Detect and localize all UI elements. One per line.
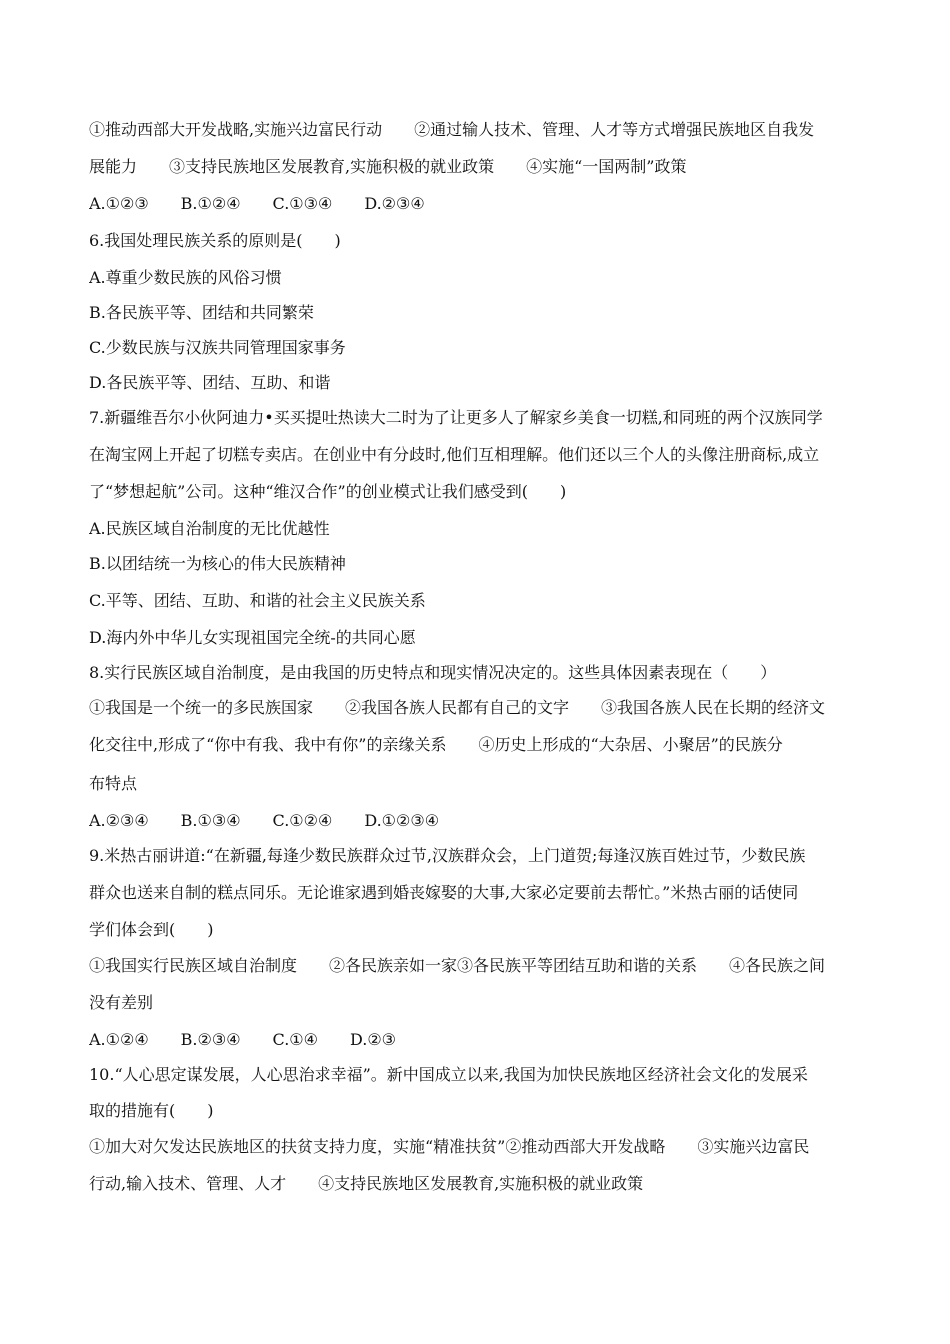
question-6-choice-a: A.尊重少数民族的风俗习惯 xyxy=(89,268,282,287)
question-8-options-line-1: ①我国是一个统一的多民族国家 ②我国各族人民都有自己的文字 ③我国各族人民在长期的经济文 xyxy=(89,698,826,717)
question-7-stem-line-1: 7.新疆维吾尔小伙阿迪力•买买提吐热读大二时为了让更多人了解家乡美食一切糕,和同班的两个汉族同学 xyxy=(89,408,823,427)
question-5-choices: A.①②③ B.①②④ C.①③④ D.②③④ xyxy=(89,194,425,213)
question-5-options-line-2: 展能力 ③支持民族地区发展教育,实施积极的就业政策 ④实施“一国两制”政策 xyxy=(89,157,687,176)
question-8-options-line-2: 化交往中,形成了“你中有我、我中有你”的亲缘关系 ④历史上形成的“大杂居、小聚居”的民族分 xyxy=(89,735,783,754)
question-7-choice-d: D.海内外中华儿女实现祖国完全统-的共同心愿 xyxy=(89,628,416,647)
question-9-stem-line-2: 群众也送来自制的糕点同乐。无论谁家遇到婚丧嫁娶的大事,大家必定要前去帮忙。”米热古丽的话使同 xyxy=(89,883,799,902)
question-10-options-line-1: ①加大对欠发达民族地区的扶贫支持力度，实施“精准扶贫”②推动西部大开发战略 ③实施兴边富民 xyxy=(89,1137,810,1156)
question-5-options-line-1: ①推动西部大开发战略,实施兴边富民行动 ②通过输人技术、管理、人才等方式增强民族地区自我发 xyxy=(89,120,815,139)
question-9-stem-line-1: 9.米热古丽讲道:“在新疆,每逢少数民族群众过节,汉族群众会，上门道贺;每逢汉族百姓过节，少数民族 xyxy=(89,846,806,865)
question-8-stem: 8.实行民族区域自治制度，是由我国的历史特点和现实情况决定的。这些具体因素表现在（ ） xyxy=(89,663,777,682)
question-10-stem-line-2: 取的措施有( ) xyxy=(89,1101,214,1120)
question-8-options-line-3: 布特点 xyxy=(89,774,138,793)
question-6-choice-c: C.少数民族与汉族共同管理国家事务 xyxy=(89,338,346,357)
question-7-choice-a: A.民族区域自治制度的无比优越性 xyxy=(89,519,330,538)
question-9-choices: A.①②④ B.②③④ C.①④ D.②③ xyxy=(89,1030,397,1049)
question-7-choice-b: B.以团结统一为核心的伟大民族精神 xyxy=(89,554,346,573)
question-10-options-line-2: 行动,输入技术、管理、人才 ④支持民族地区发展教育,实施积极的就业政策 xyxy=(89,1174,644,1193)
question-7-stem-line-3: 了“梦想起航”公司。这种“维汉合作”的创业模式让我们感受到( ) xyxy=(89,482,567,501)
question-9-options-line-2: 没有差别 xyxy=(89,993,154,1012)
question-10-stem-line-1: 10.“人心思定谋发展，人心思治求幸福”。新中国成立以来,我国为加快民族地区经济社会文化的发展采 xyxy=(89,1065,808,1084)
question-6-stem: 6.我国处理民族关系的原则是( ) xyxy=(89,231,341,250)
question-6-choice-b: B.各民族平等、团结和共同繁荣 xyxy=(89,303,314,322)
question-9-options-line-1: ①我国实行民族区域自治制度 ②各民族亲如一家③各民族平等团结互助和谐的关系 ④各民族之间 xyxy=(89,956,826,975)
question-9-stem-line-3: 学们体会到( ) xyxy=(89,920,214,939)
question-6-choice-d: D.各民族平等、团结、互助、和谐 xyxy=(89,373,331,392)
question-7-choice-c: C.平等、团结、互助、和谐的社会主义民族关系 xyxy=(89,591,426,610)
question-7-stem-line-2: 在淘宝网上开起了切糕专卖店。在创业中有分歧时,他们互相理解。他们还以三个人的头像注册商标,成立 xyxy=(89,445,820,464)
question-8-choices: A.②③④ B.①③④ C.①②④ D.①②③④ xyxy=(89,811,440,830)
